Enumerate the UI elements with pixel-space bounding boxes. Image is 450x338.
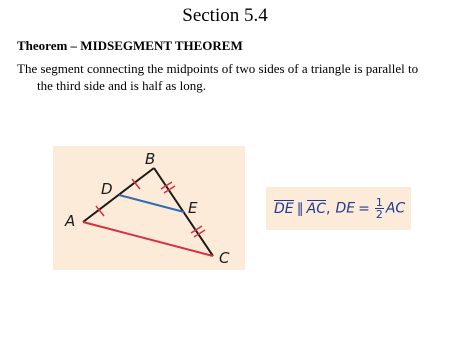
triangle-figure — [53, 146, 245, 270]
formula-lhs: DE — [335, 200, 356, 217]
fraction-one-half — [375, 197, 384, 220]
vertex-label-c: C — [219, 249, 230, 267]
triangle-diagram — [53, 146, 245, 270]
side-ab — [83, 168, 154, 222]
theorem-heading: Theorem – MIDSEGMENT THEOREM — [17, 38, 243, 53]
fraction-denominator: 2 — [375, 208, 383, 221]
parallel-symbol: ∥ — [296, 200, 304, 217]
vertex-label-a: A — [65, 212, 76, 230]
formula-segment-ac: AC — [306, 200, 326, 217]
vertex-label-d: D — [101, 180, 113, 198]
midsegment-formula-box — [266, 187, 411, 230]
formula-rhs: AC — [385, 200, 406, 217]
formula-segment-de: DE — [274, 200, 294, 217]
fraction-numerator: 1 — [375, 196, 383, 209]
equals-sign: = — [358, 200, 370, 217]
formula-comma: , — [326, 200, 331, 217]
midsegment-formula — [274, 197, 405, 220]
slide-title: Section 5.4 — [182, 5, 268, 26]
theorem-statement: The segment connecting the midpoints of two sides of a triangle is parallel to the third side and is half as long. — [17, 61, 419, 93]
vertex-label-e: E — [188, 199, 198, 217]
vertex-label-b: B — [145, 150, 156, 168]
